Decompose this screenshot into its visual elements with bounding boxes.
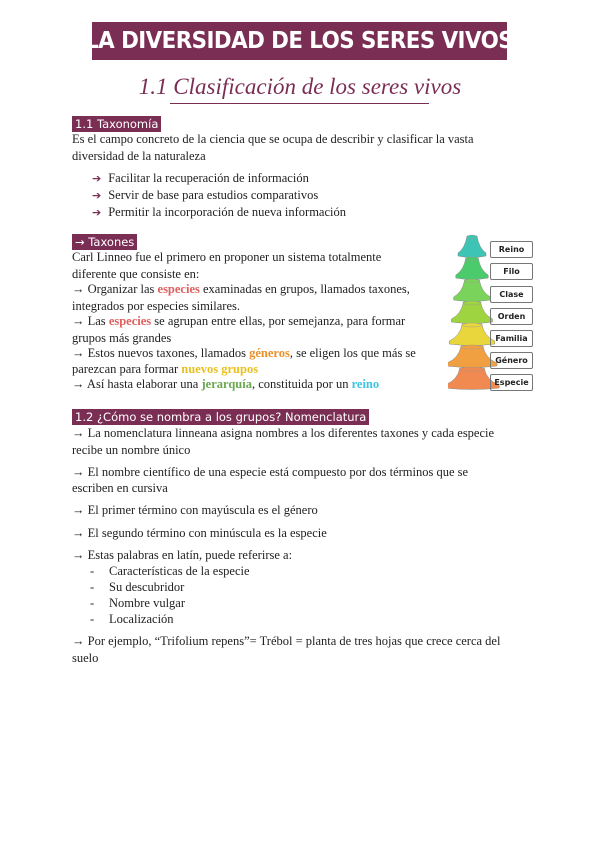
nomenclatura-line: → Estas palabras en latín, puede referirse a: (72, 548, 293, 562)
diagram-label-reino: Reino (490, 241, 533, 258)
section-subtitle: 1.1 Clasificación de los seres vivos (138, 74, 462, 99)
list-item-text: Su descubridor (109, 580, 185, 594)
diagram-label-filo: Filo (490, 263, 533, 280)
pyramid-tier-cap (460, 367, 484, 371)
list-item: - Nombre vulgar (90, 596, 186, 610)
keyword-jerarquia: jerarquía (201, 377, 252, 391)
arrow-icon: ➔ (92, 172, 102, 185)
list-item-text: Características de la especie (109, 564, 250, 578)
list-item: - Su descubridor (90, 580, 185, 594)
diagram-label-especie: Especie (490, 374, 533, 391)
keyword-especies: especies (157, 282, 200, 296)
diagram-label-orden: Orden (490, 308, 533, 325)
taxonomia-intro-line1: Es el campo concreto de la ciencia que se ocupa de describir y clasificar la vasta (72, 132, 474, 146)
title-banner (85, 22, 514, 60)
list-item-text: Localización (109, 612, 174, 626)
taxonomia-intro-line2: diversidad de la naturaleza (72, 149, 206, 163)
list-item (92, 204, 346, 221)
pyramid-tier-cap (467, 235, 477, 239)
arrow-icon: ➔ (92, 206, 102, 219)
nomenclatura-line: → El nombre científico de una especie está compuesto por dos términos que se (72, 465, 469, 479)
taxones-line: diferente que consiste en: (72, 267, 200, 281)
taxones-line: → Organizar las especies examinadas en grupos, llamados taxones, (72, 282, 410, 296)
nomenclatura-line: → El segundo término con minúscula es la especie (72, 526, 327, 540)
pyramid-tier-clase (454, 280, 491, 302)
heading-taxones: → Taxones (72, 234, 137, 250)
nomenclatura-line: → La nomenclatura linneana asigna nombres a los diferentes taxones y cada especie (72, 426, 495, 440)
heading-taxonomia: 1.1 Taxonomía (72, 116, 161, 132)
pyramid-tier-familia (449, 324, 495, 346)
list-item-text: Facilitar la recuperación de información (108, 171, 309, 185)
page-title: LA DIVERSIDAD DE LOS SERES VIVOS (85, 28, 514, 54)
diagram-label-familia: Familia (490, 330, 533, 347)
pyramid-tier-filo (456, 258, 488, 280)
taxones-line: → Así hasta elaborar una jerarquía, constituida por un reino (72, 377, 380, 391)
list-item (92, 187, 318, 204)
taxones-line: Carl Linneo fue el primero en proponer un sistema totalmente (72, 250, 382, 264)
keyword-generos: géneros (249, 346, 290, 360)
pyramid-tier-cap (466, 257, 478, 261)
list-item-text: Nombre vulgar (109, 596, 186, 610)
keyword-especies: especies (108, 314, 152, 328)
nomenclatura-line: suelo (72, 651, 99, 665)
list-item: - Localización (90, 612, 174, 626)
taxones-line: grupos más grandes (72, 331, 172, 345)
nomenclatura-line: → Por ejemplo, “Trifolium repens”= Trébol = planta de tres hojas que crece cerca del (72, 634, 501, 648)
keyword-reino: reino (351, 377, 380, 391)
subtitle-underline (170, 103, 429, 104)
keyword-nuevos-grupos: nuevos grupos (181, 362, 259, 376)
diagram-label-clase: Clase (490, 286, 533, 303)
list-item-text: Servir de base para estudios comparativos (108, 188, 319, 202)
list-item (92, 170, 309, 187)
pyramid-tier-cap (461, 345, 483, 349)
taxones-line: → Las especies se agrupan entre ellas, por semejanza, para formar (72, 314, 406, 328)
pyramid-tier-cap (463, 301, 480, 305)
diagram-label-genero: Género (490, 352, 533, 369)
nomenclatura-line: → El primer término con mayúscula es el género (72, 503, 318, 517)
taxones-line: → Estos nuevos taxones, llamados géneros, se eligen los que más se (72, 346, 416, 360)
arrow-icon: ➔ (92, 189, 102, 202)
pyramid-tier-reino (458, 236, 486, 258)
pyramid-tier-orden (451, 302, 492, 324)
list-item: - Características de la especie (90, 564, 250, 578)
pyramid-tier-cap (462, 323, 482, 327)
nomenclatura-line: escriben en cursiva (72, 481, 168, 495)
taxones-line: parezcan para formar nuevos grupos (72, 362, 259, 376)
heading-nomenclatura: 1.2 ¿Cómo se nombra a los grupos? Nomenclatura (72, 409, 369, 425)
nomenclatura-line: recibe un nombre único (72, 443, 191, 457)
pyramid-tier-cap (465, 279, 480, 283)
taxones-line: integrados por especies similares. (72, 299, 241, 313)
list-item-text: Permitir la incorporación de nueva información (108, 205, 346, 219)
